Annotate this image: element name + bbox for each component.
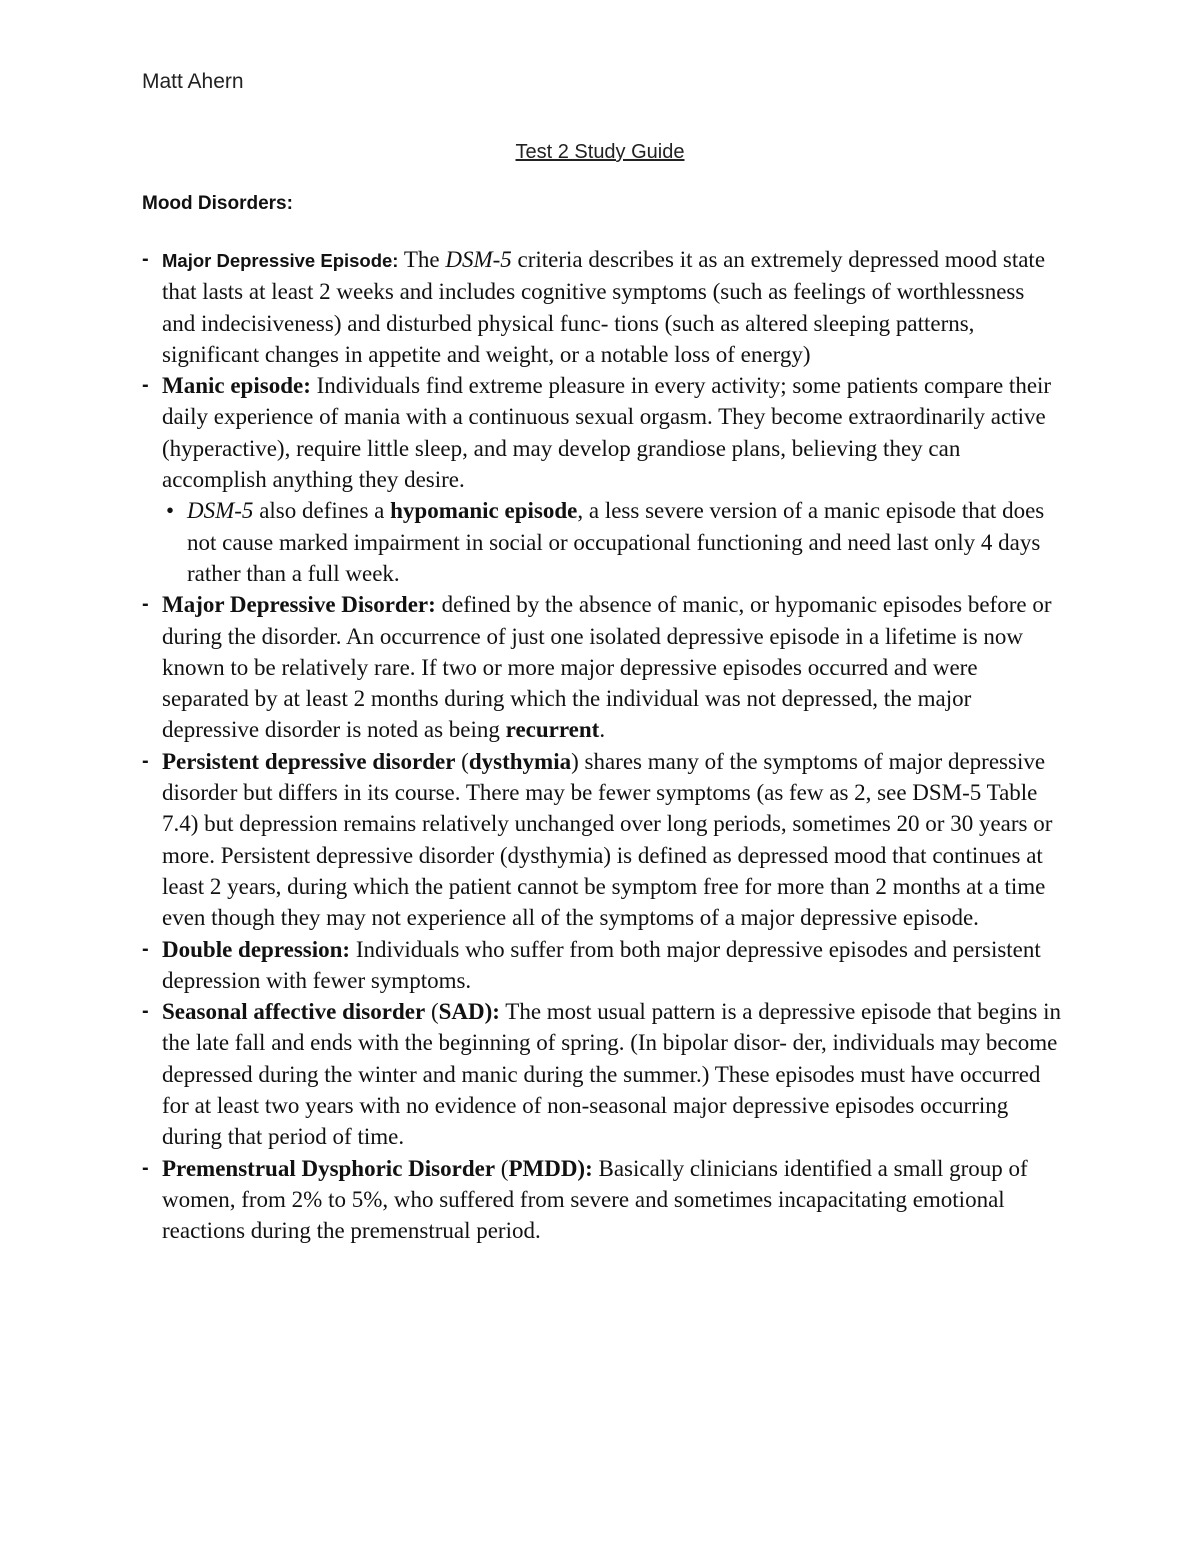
dash-bullet-icon: -: [142, 1156, 149, 1179]
list-item-manic-episode: [142, 370, 1062, 495]
list-item-major-depressive-episode: [142, 244, 1062, 370]
dsm-reference: DSM-5: [187, 498, 254, 524]
term: Major Depressive Disorder:: [162, 592, 436, 618]
term: Persistent depressive disorder: [162, 748, 456, 774]
definition-text: (: [495, 1155, 509, 1181]
sub-item-hypomanic-episode: [142, 495, 1062, 589]
definition-text: defined by the absence of manic, or hypomanic episodes before or during the disorder. An occurrence of just one isolated depressive episode in a lifetime is now known to be relatively rare. If two or more major depressive episodes occurred and were separated by at least 2 months during which the individual was not depressed, the major depressive disorder is noted as being: [162, 592, 1052, 743]
list-item-pmdd: [142, 1153, 1062, 1247]
list-item-major-depressive-disorder: [142, 589, 1062, 745]
term: Double depression:: [162, 936, 351, 962]
term-abbreviation: PMDD):: [508, 1155, 593, 1181]
dot-bullet-icon: •: [166, 498, 175, 524]
dash-bullet-icon: -: [142, 593, 149, 616]
dash-bullet-icon: -: [142, 749, 149, 772]
dsm-reference: DSM-5: [445, 247, 512, 272]
definition-text: Individuals find extreme pleasure in every activity; some patients compare their daily experience of mania with a continuous sexual orgasm. They become extraordinarily active (hyperactive), require little sleep, and may develop grandiose plans, believing they can accomplish anything they desire.: [162, 373, 1052, 493]
term: Seasonal affective disorder: [162, 999, 426, 1025]
term-dysthymia: dysthymia: [468, 748, 572, 774]
term-abbreviation: SAD):: [438, 999, 500, 1025]
term: hypomanic episode: [390, 498, 578, 524]
author-name: Matt Ahern: [142, 70, 244, 93]
list-item-double-depression: [142, 934, 1062, 997]
dash-bullet-icon: -: [142, 248, 149, 270]
dash-bullet-icon: -: [142, 374, 149, 397]
section-heading: Mood Disorders:: [142, 193, 293, 214]
definition-text: Basically clinicians identified a small group of women, from 2% to 5%, who suffered from severe and sometimes incapacitating emotional reactions during the premenstrual period.: [162, 1155, 1028, 1244]
document-title: Test 2 Study Guide: [515, 141, 685, 163]
term: Major Depressive Episode:: [162, 250, 399, 271]
definition-list: [142, 244, 1062, 1247]
list-item-persistent-depressive-disorder: [142, 746, 1062, 934]
definition-text: Individuals who suffer from both major depressive episodes and persistent depression with fewer symptoms.: [162, 936, 1041, 993]
definition-text: criteria describes it as an extremely depressed mood state that lasts at least 2 weeks and includes cognitive symptoms (such as feelings of worthlessness and indecisiveness) and disturbed physical func- tions (such as altered sleeping patterns, significant changes in appetite and weight, or a notable loss of energy): [162, 247, 1046, 367]
list-item-seasonal-affective-disorder: [142, 996, 1062, 1152]
definition-text: , a less severe version of a manic episode that does not cause marked impairment in social or occupational functioning and need last only 4 days rather than a full week.: [187, 498, 1045, 586]
definition-text: also defines a: [253, 498, 391, 524]
term: Manic episode:: [162, 373, 311, 399]
definition-text: (: [455, 748, 469, 774]
definition-text: The most usual pattern is a depressive episode that begins in the late fall and ends with the beginning of spring. (In bipolar disor- der, individuals may become depressed during the winter and manic during the summer.) These episodes must have occurred for at least two years with no evidence of non-seasonal major depressive episodes occurring during that period of time.: [162, 999, 1061, 1150]
term: Premenstrual Dysphoric Disorder: [162, 1155, 496, 1181]
definition-text: .: [599, 717, 606, 743]
term-recurrent: recurrent: [505, 717, 600, 743]
dash-bullet-icon: -: [142, 937, 149, 960]
definition-text: The: [398, 247, 446, 272]
definition-text: (: [425, 999, 439, 1025]
definition-text: ) shares many of the symptoms of major depressive disorder but differs in its course. There may be fewer symptoms (as few as 2, see DSM-5 Table 7.4) but depression remains relatively unchanged over long periods, sometimes 20 or 30 years or more. Persistent depressive disorder (dysthymia) is defined as depressed mood that continues at least 2 years, during which the patient cannot be symptom free for more than 2 months at a time even though they may not experience all of the symptoms of a major depressive episode.: [162, 748, 1053, 931]
dash-bullet-icon: -: [142, 1000, 149, 1023]
